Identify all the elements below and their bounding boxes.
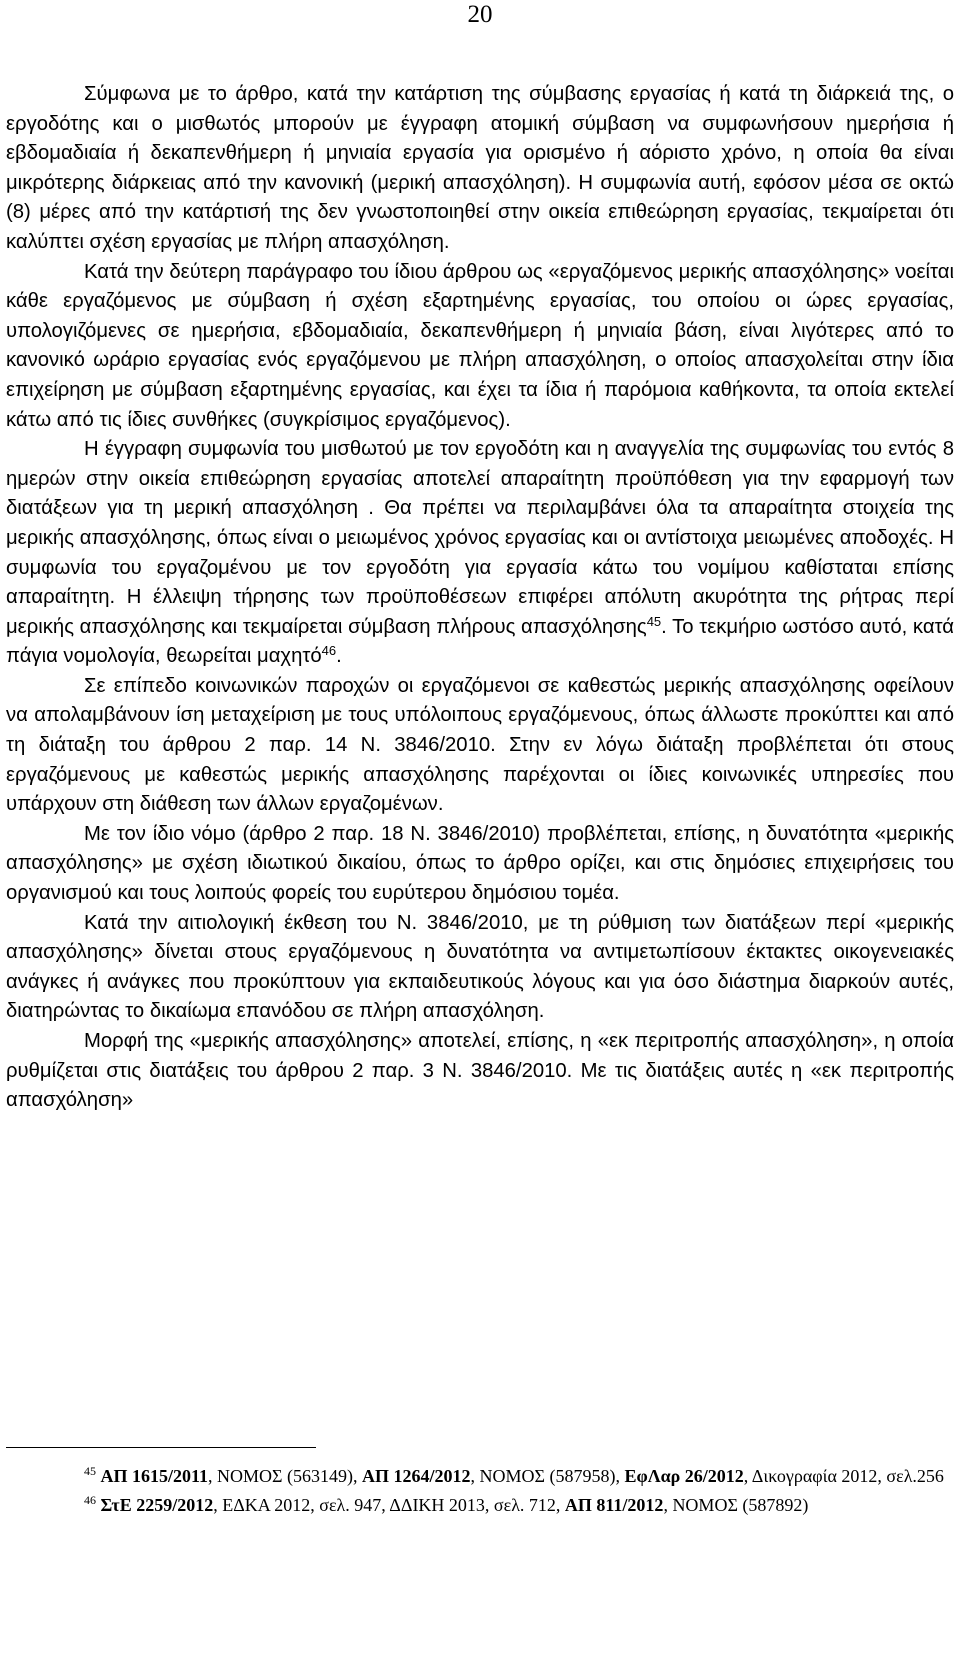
citation-text: , Δικογραφία 2012, σελ.256: [743, 1466, 944, 1486]
body-text: [6, 80, 954, 1116]
paragraph: Σε επίπεδο κοινωνικών παροχών οι εργαζόμενοι σε καθεστώς μερικής απασχόλησης οφείλουν να απολαμβάνουν ίση μεταχείριση με τους υπόλοιπους εργαζόμενους, όπως άλλωστε προκύπτει και από τη διάταξη του άρθρου 2 παρ. 14 Ν. 3846/2010. Στην εν λόγω διάταξη προβλέπεται ότι στους εργαζόμενους με καθεστώς μερικής απασχόλησης παρέχονται οι ίδιες κοινωνικές υπηρεσίες που υπάρχουν στη διάθεση των άλλων εργαζομένων.: [6, 674, 954, 816]
paragraph: Κατά την δεύτερη παράγραφο του ίδιου άρθρου ως «εργαζόμενος μερικής απασχόλησης» νοείται κάθε εργαζόμενος με σύμβαση ή σχέση εξαρτημένης εργασίας, του οποίου οι ώρες εργασίας, υπολογιζόμενες σε ημερήσια, εβδομαδιαία, δεκαπενθήμερη ή μηνιαία βάση, είναι λιγότερες από το κανονικό ωράριο εργασίας ενός εργαζόμενου με πλήρη απασχόληση, ο οποίος απασχολείται στην ίδια επιχείρηση με σύμβαση εξαρτημένης εργασίας, και έχει τα ίδια ή παρόμοια καθήκοντα, τα οποία εκτελεί κάτω από τις ίδιες συνθήκες (συγκρίσιμος εργαζόμενος).: [6, 260, 954, 431]
citation: ΑΠ 811/2012: [564, 1495, 664, 1515]
paragraph-text: . Το τεκμήριο ωστόσο αυτό, κατά πάγια νομολογία, θεωρείται μαχητό: [6, 615, 954, 668]
citation: ΣτΕ 2259/2012: [100, 1495, 214, 1515]
paragraph: Κατά την αιτιολογική έκθεση του Ν. 3846/2010, με τη ρύθμιση των διατάξεων περί «μερικής απασχόλησης» δίνεται στους εργαζόμενους η δυνατότητα να αντιμετωπίσουν έκτακτες οικογενειακές ανάγκες ή ανάγκες που προκύπτουν για εκπαιδευτικούς λόγους και για όσο διάστημα διαρκούν αυτές, διατηρώντας το δικαίωμα επανόδου σε πλήρη απασχόληση.: [6, 911, 954, 1023]
footnote-reference-46[interactable]: 46: [321, 643, 337, 659]
citation: ΕφΛαρ 26/2012: [624, 1466, 744, 1486]
footnote-number: 45: [84, 1464, 96, 1478]
footnote-separator: [6, 1447, 316, 1448]
citation: ΑΠ 1615/2011: [100, 1466, 209, 1486]
footnote-45: [6, 1462, 954, 1491]
footnotes: [6, 1462, 954, 1520]
citation-text: , ΝΟΜΟΣ (587892): [663, 1495, 809, 1515]
citation-text: , ΝΟΜΟΣ (563149),: [208, 1466, 362, 1486]
footnote-46: [6, 1491, 954, 1520]
paragraph: Σύμφωνα με το άρθρο, κατά την κατάρτιση της σύμβασης εργασίας ή κατά τη διάρκειά της, ο εργοδότης και ο μισθωτός μπορούν με έγγραφη ατομική σύμβαση να συμφωνήσουν ημερήσια ή εβδομαδιαία ή δεκαπενθήμερη ή μηνιαία εργασία για ορισμένο ή αόριστο χρόνο, η οποία θα είναι μικρότερης διάρκειας από την κανονική (μερική απασχόληση). Η συμφωνία αυτή, εφόσον μέσα σε οκτώ (8) μέρες από την κατάρτισή της δεν γνωστοποιηθεί στην οικεία επιθεώρηση εργασίας, τεκμαίρεται ότι καλύπτει σχέση εργασίας με πλήρη απασχόληση.: [6, 83, 954, 253]
page-number: 20: [467, 1, 493, 28]
citation-text: , ΝΟΜΟΣ (587958),: [470, 1466, 625, 1486]
paragraph: Μορφή της «μερικής απασχόλησης» αποτελεί, επίσης, η «εκ περιτροπής απασχόληση», η οποία ρυθμίζεται στις διατάξεις του άρθρου 2 παρ. 3 Ν. 3846/2010. Με τις διατάξεις αυτές η «εκ περιτροπής απασχόληση»: [6, 1030, 954, 1112]
footnote-number: 46: [84, 1493, 96, 1507]
paragraph-text: Η έγγραφη συμφωνία του μισθωτού με τον εργοδότη και η αναγγελία της συμφωνίας του εντός 8 ημερών στην οικεία επιθεώρηση εργασίας αποτελεί απαραίτητη προϋπόθεση για την εφαρμογή των διατάξεων για τη μερική απασχόληση . Θα πρέπει να περιλαμβάνει όλα τα απαραίτητα στοιχεία της μερικής απασχόλησης, όπως είναι ο μειωμένος χρόνος εργασίας και οι αντίστοιχα μειωμένες αποδοχές. Η συμφωνία του εργαζομένου με τον εργοδότη για εργασία κάτω του νομίμου καθίσταται επίσης απαραίτητη. Η έλλειψη τήρησης των προϋποθέσεων επιφέρει απόλυτη ακυρότητα της ρήτρας περί μερικής απασχόλησης και τεκμαίρεται σύμβαση πλήρους απασχόλησης: [6, 438, 954, 638]
footnote-reference-45[interactable]: 45: [646, 613, 662, 629]
paragraph-text: .: [336, 645, 342, 668]
citation-text: , ΕΔΚΑ 2012, σελ. 947, ΔΔΙΚΗ 2013, σελ. 712,: [213, 1495, 565, 1515]
paragraph: [6, 435, 954, 672]
paragraph: Με τον ίδιο νόμο (άρθρο 2 παρ. 18 Ν. 3846/2010) προβλέπεται, επίσης, η δυνατότητα «μερικής απασχόλησης» με σχέση ιδιωτικού δικαίου, όπως το άρθρο ορίζει, και στις δημόσιες επιχειρήσεις του οργανισμού και τους λοιπούς φορείς του ευρύτερου δημόσιου τομέα.: [6, 822, 954, 905]
citation: ΑΠ 1264/2012: [361, 1466, 471, 1486]
